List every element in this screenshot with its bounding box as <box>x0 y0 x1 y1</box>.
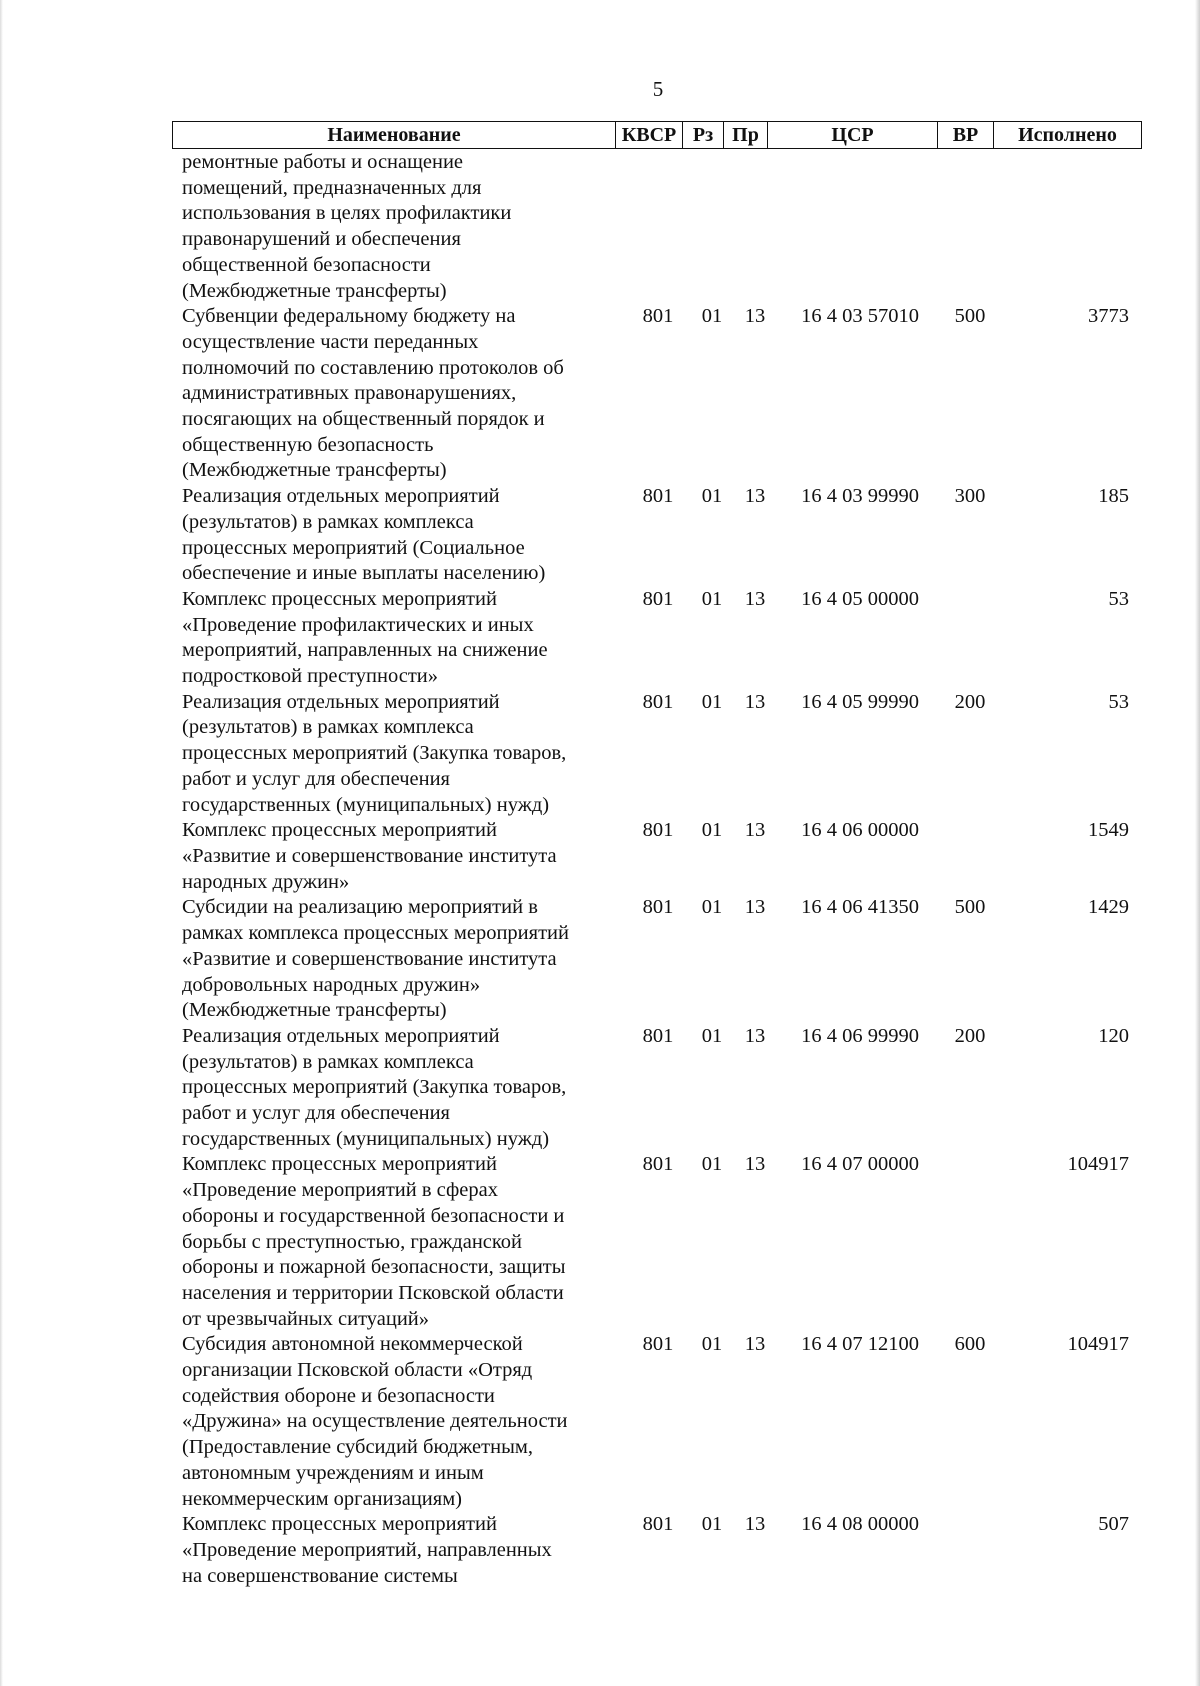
scan-edge-right <box>1195 0 1200 1686</box>
row-name <box>182 690 622 819</box>
row-name-line: борьбы с преступностью, гражданской <box>182 1230 523 1253</box>
row-name-line: Субвенции федеральному бюджету на <box>182 305 516 328</box>
row-name-line: использования в целях профилактики <box>182 202 512 225</box>
row-name-line: «Развитие и совершенствование института <box>182 844 557 867</box>
row-name-line: (результатов) в рамках комплекса <box>182 510 474 533</box>
row-rz: 01 <box>701 1153 723 1176</box>
row-name-line: «Проведение профилактических и иных <box>182 613 534 636</box>
row-name-line: административных правонарушениях, <box>182 382 517 405</box>
row-pr: 13 <box>744 1024 766 1047</box>
row-csr: 16 4 03 57010 <box>801 305 919 328</box>
row-name <box>182 818 622 895</box>
row-done: 1429 <box>1088 896 1129 919</box>
row-name-line: обороны и государственной безопасности и <box>182 1204 565 1227</box>
row-name-line: помещений, предназначенных для <box>182 176 482 199</box>
row-name-line: работ и услуг для обеспечения <box>182 1102 450 1125</box>
row-csr: 16 4 03 99990 <box>801 485 919 508</box>
row-rz: 01 <box>701 1333 723 1356</box>
row-name-line: ремонтные работы и оснащение <box>182 151 464 173</box>
table-row <box>172 587 1142 690</box>
row-pr: 13 <box>744 1153 766 1176</box>
row-name-line: (результатов) в рамках комплекса <box>182 1050 474 1073</box>
row-name-line: процессных мероприятий (Социальное <box>182 536 525 559</box>
row-name-line: Субсидии на реализацию мероприятий в <box>182 896 538 919</box>
row-csr: 16 4 07 00000 <box>801 1153 919 1176</box>
row-rz: 01 <box>701 1513 723 1536</box>
row-done: 104917 <box>1067 1333 1129 1356</box>
row-done: 507 <box>1098 1513 1129 1536</box>
row-name <box>182 304 622 484</box>
row-name-line: Комплекс процессных мероприятий <box>182 1513 497 1536</box>
row-rz: 01 <box>701 1024 723 1047</box>
header-csr: ЦСР <box>768 122 938 148</box>
row-name <box>182 1024 622 1153</box>
row-kvsr: 801 <box>642 1333 674 1356</box>
row-name-line: правонарушений и обеспечения <box>182 228 461 251</box>
row-rz: 01 <box>701 305 723 328</box>
row-name-line: Реализация отдельных мероприятий <box>182 485 500 508</box>
row-vr: 500 <box>954 896 986 919</box>
row-name-line: (результатов) в рамках комплекса <box>182 716 474 739</box>
row-csr: 16 4 06 99990 <box>801 1024 919 1047</box>
header-kvsr: КВСР <box>616 122 683 148</box>
row-name-line: обеспечение и иные выплаты населению) <box>182 562 546 585</box>
row-done: 53 <box>1108 587 1129 610</box>
row-pr: 13 <box>744 1333 766 1356</box>
row-pr: 13 <box>744 587 766 610</box>
row-name-line: полномочий по составлению протоколов об <box>182 356 564 379</box>
row-pr: 13 <box>744 819 766 842</box>
table-row <box>172 484 1142 587</box>
row-vr: 500 <box>954 305 986 328</box>
row-name-line: населения и территории Псковской области <box>182 1281 564 1304</box>
row-name-line: процессных мероприятий (Закупка товаров, <box>182 1076 567 1099</box>
row-name <box>182 150 622 304</box>
row-csr: 16 4 05 00000 <box>801 587 919 610</box>
row-name-line: Субсидия автономной некоммерческой <box>182 1333 523 1356</box>
row-name-line: мероприятий, направленных на снижение <box>182 639 548 662</box>
row-done: 1549 <box>1088 819 1129 842</box>
row-name <box>182 1512 622 1589</box>
row-kvsr: 801 <box>642 690 674 713</box>
row-vr: 200 <box>954 1024 986 1047</box>
row-name-line: Реализация отдельных мероприятий <box>182 1024 500 1047</box>
row-kvsr: 801 <box>642 1153 674 1176</box>
header-done: Исполнено <box>1018 124 1117 146</box>
header-vr: ВР <box>938 122 994 148</box>
row-pr: 13 <box>744 1513 766 1536</box>
row-csr: 16 4 06 41350 <box>801 896 919 919</box>
row-kvsr: 801 <box>642 819 674 842</box>
row-name-line: Комплекс процессных мероприятий <box>182 819 497 842</box>
row-vr: 200 <box>954 690 986 713</box>
row-name-line: Комплекс процессных мероприятий <box>182 587 497 610</box>
row-name-line: автономным учреждениям и иным <box>182 1461 484 1484</box>
table-row <box>172 304 1142 484</box>
row-name-line: «Проведение мероприятий, направленных <box>182 1538 552 1561</box>
row-name <box>182 1332 622 1512</box>
row-vr: 600 <box>954 1333 986 1356</box>
row-name-line: государственных (муниципальных) нужд) <box>182 793 550 816</box>
row-done: 120 <box>1098 1024 1129 1047</box>
row-name-line: Комплекс процессных мероприятий <box>182 1153 497 1176</box>
row-name-line: добровольных народных дружин» <box>182 973 481 996</box>
row-name-line: на совершенствование системы <box>182 1564 458 1587</box>
row-pr: 13 <box>744 896 766 919</box>
row-rz: 01 <box>701 587 723 610</box>
table-header <box>172 121 1142 149</box>
table-row <box>172 1512 1142 1589</box>
row-name-line: «Развитие и совершенствование института <box>182 947 557 970</box>
row-name-line: процессных мероприятий (Закупка товаров, <box>182 742 567 765</box>
row-name-line: обороны и пожарной безопасности, защиты <box>182 1256 566 1279</box>
row-kvsr: 801 <box>642 1513 674 1536</box>
row-name-line: «Проведение мероприятий в сферах <box>182 1179 498 1202</box>
table-row <box>172 818 1142 895</box>
row-pr: 13 <box>744 690 766 713</box>
row-csr: 16 4 07 12100 <box>801 1333 919 1356</box>
row-done: 104917 <box>1067 1153 1129 1176</box>
header-rz: Рз <box>683 122 724 148</box>
row-rz: 01 <box>701 690 723 713</box>
row-name-line: подростковой преступности» <box>182 665 439 688</box>
row-name-line: некоммерческим организациям) <box>182 1487 462 1510</box>
table-row <box>172 690 1142 819</box>
row-name-line: работ и услуг для обеспечения <box>182 767 450 790</box>
row-kvsr: 801 <box>642 896 674 919</box>
row-name-line: осуществление части переданных <box>182 330 479 353</box>
row-name-line: от чрезвычайных ситуаций» <box>182 1307 430 1330</box>
row-rz: 01 <box>701 819 723 842</box>
row-name-line: общественной безопасности <box>182 253 431 276</box>
table-row <box>172 1024 1142 1153</box>
row-name-line: (Предоставление субсидий бюджетным, <box>182 1436 533 1459</box>
row-kvsr: 801 <box>642 587 674 610</box>
header-pr: Пр <box>724 122 768 148</box>
row-name-line: «Дружина» на осуществление деятельности <box>182 1410 568 1433</box>
row-rz: 01 <box>701 896 723 919</box>
table-row <box>172 1152 1142 1332</box>
row-csr: 16 4 08 00000 <box>801 1513 919 1536</box>
row-name-line: (Межбюджетные трансферты) <box>182 459 447 482</box>
header-name: Наименование <box>173 122 616 148</box>
row-kvsr: 801 <box>642 1024 674 1047</box>
row-done: 185 <box>1098 485 1129 508</box>
table-row <box>172 150 1142 304</box>
row-name-line: рамках комплекса процессных мероприятий <box>182 922 569 945</box>
row-vr: 300 <box>954 485 986 508</box>
table-body <box>172 150 1142 1589</box>
row-pr: 13 <box>744 305 766 328</box>
row-csr: 16 4 05 99990 <box>801 690 919 713</box>
row-done: 53 <box>1108 690 1129 713</box>
row-pr: 13 <box>744 485 766 508</box>
row-name-line: государственных (муниципальных) нужд) <box>182 1127 550 1150</box>
row-name-line: организации Псковской области «Отряд <box>182 1359 533 1382</box>
row-done: 3773 <box>1088 305 1129 328</box>
row-kvsr: 801 <box>642 485 674 508</box>
row-name-line: (Межбюджетные трансферты) <box>182 999 447 1022</box>
row-rz: 01 <box>701 485 723 508</box>
table-row <box>172 895 1142 1024</box>
row-csr: 16 4 06 00000 <box>801 819 919 842</box>
row-name <box>182 484 622 587</box>
row-name <box>182 895 622 1024</box>
scan-edge-left <box>0 0 3 1686</box>
row-kvsr: 801 <box>642 305 674 328</box>
row-name-line: (Межбюджетные трансферты) <box>182 279 447 302</box>
row-name <box>182 1152 622 1332</box>
row-name-line: общественную безопасность <box>182 433 434 456</box>
row-name-line: народных дружин» <box>182 870 350 893</box>
row-name-line: содействия обороне и безопасности <box>182 1384 495 1407</box>
row-name-line: Реализация отдельных мероприятий <box>182 690 500 713</box>
row-name <box>182 587 622 690</box>
page-number: 5 <box>652 77 664 101</box>
table-row <box>172 1332 1142 1512</box>
row-name-line: посягающих на общественный порядок и <box>182 408 545 431</box>
